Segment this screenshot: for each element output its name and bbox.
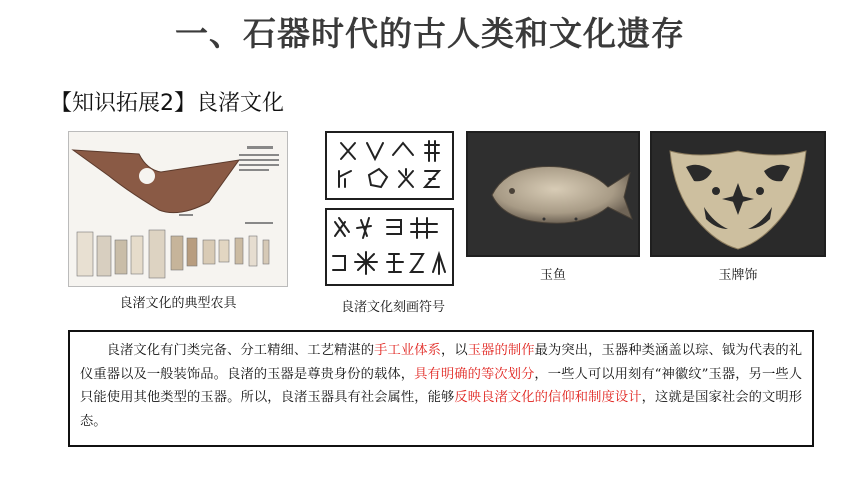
- section-subtitle: 【知识拓展2】良渚文化: [50, 91, 284, 116]
- text-segment: ，一些人可以用刻有“神徽纹”玉器，另一些人只能使用其他类型的玉器。所以，良渚玉器具有社会属性，能够: [80, 366, 802, 405]
- text-segment: 良渚文化有门类完备、分工精细、工艺精湛的: [106, 343, 375, 358]
- jade-fish-caption: 玉鱼: [539, 268, 566, 283]
- symbols-box-bottom: [325, 208, 454, 286]
- jade-fish-figure: [466, 131, 640, 257]
- symbols-box-top: [325, 131, 454, 200]
- text-segment: ，这就是国家社会的文明形态。: [80, 390, 803, 429]
- symbols-caption: 良渚文化刻画符号: [340, 300, 445, 315]
- jade-fish-photo: [468, 133, 638, 255]
- explanation-paragraph: [80, 339, 802, 433]
- highlight-handicraft-system: 手工业体系: [374, 343, 441, 358]
- tools-figure: [68, 131, 288, 287]
- text-segment: ，以: [440, 343, 468, 358]
- tools-photo: [69, 132, 287, 286]
- highlight-rank-division: 具有明确的等次划分: [414, 366, 535, 382]
- jade-plaque-photo: [652, 133, 824, 255]
- symbols-glyphs-bottom: [327, 210, 452, 284]
- symbols-glyphs-top: [327, 133, 452, 198]
- highlight-jade-making: 玉器的制作: [467, 343, 535, 358]
- highlight-belief-institution: 反映良渚文化的信仰和制度设计: [454, 390, 642, 405]
- jade-plaque-caption: 玉牌饰: [718, 268, 758, 283]
- explanation-box: [68, 330, 814, 447]
- tools-caption: 良渚文化的典型农具: [119, 296, 237, 311]
- jade-plaque-figure: [650, 131, 826, 257]
- text-segment: 最为突出，玉器种类涵盖以琮、钺为代表的礼仪重器以及一般装饰品。良渚的玉器是尊贵身份的载体，: [80, 343, 803, 382]
- page-title: 一、石器时代的古人类和文化遗存: [175, 14, 685, 53]
